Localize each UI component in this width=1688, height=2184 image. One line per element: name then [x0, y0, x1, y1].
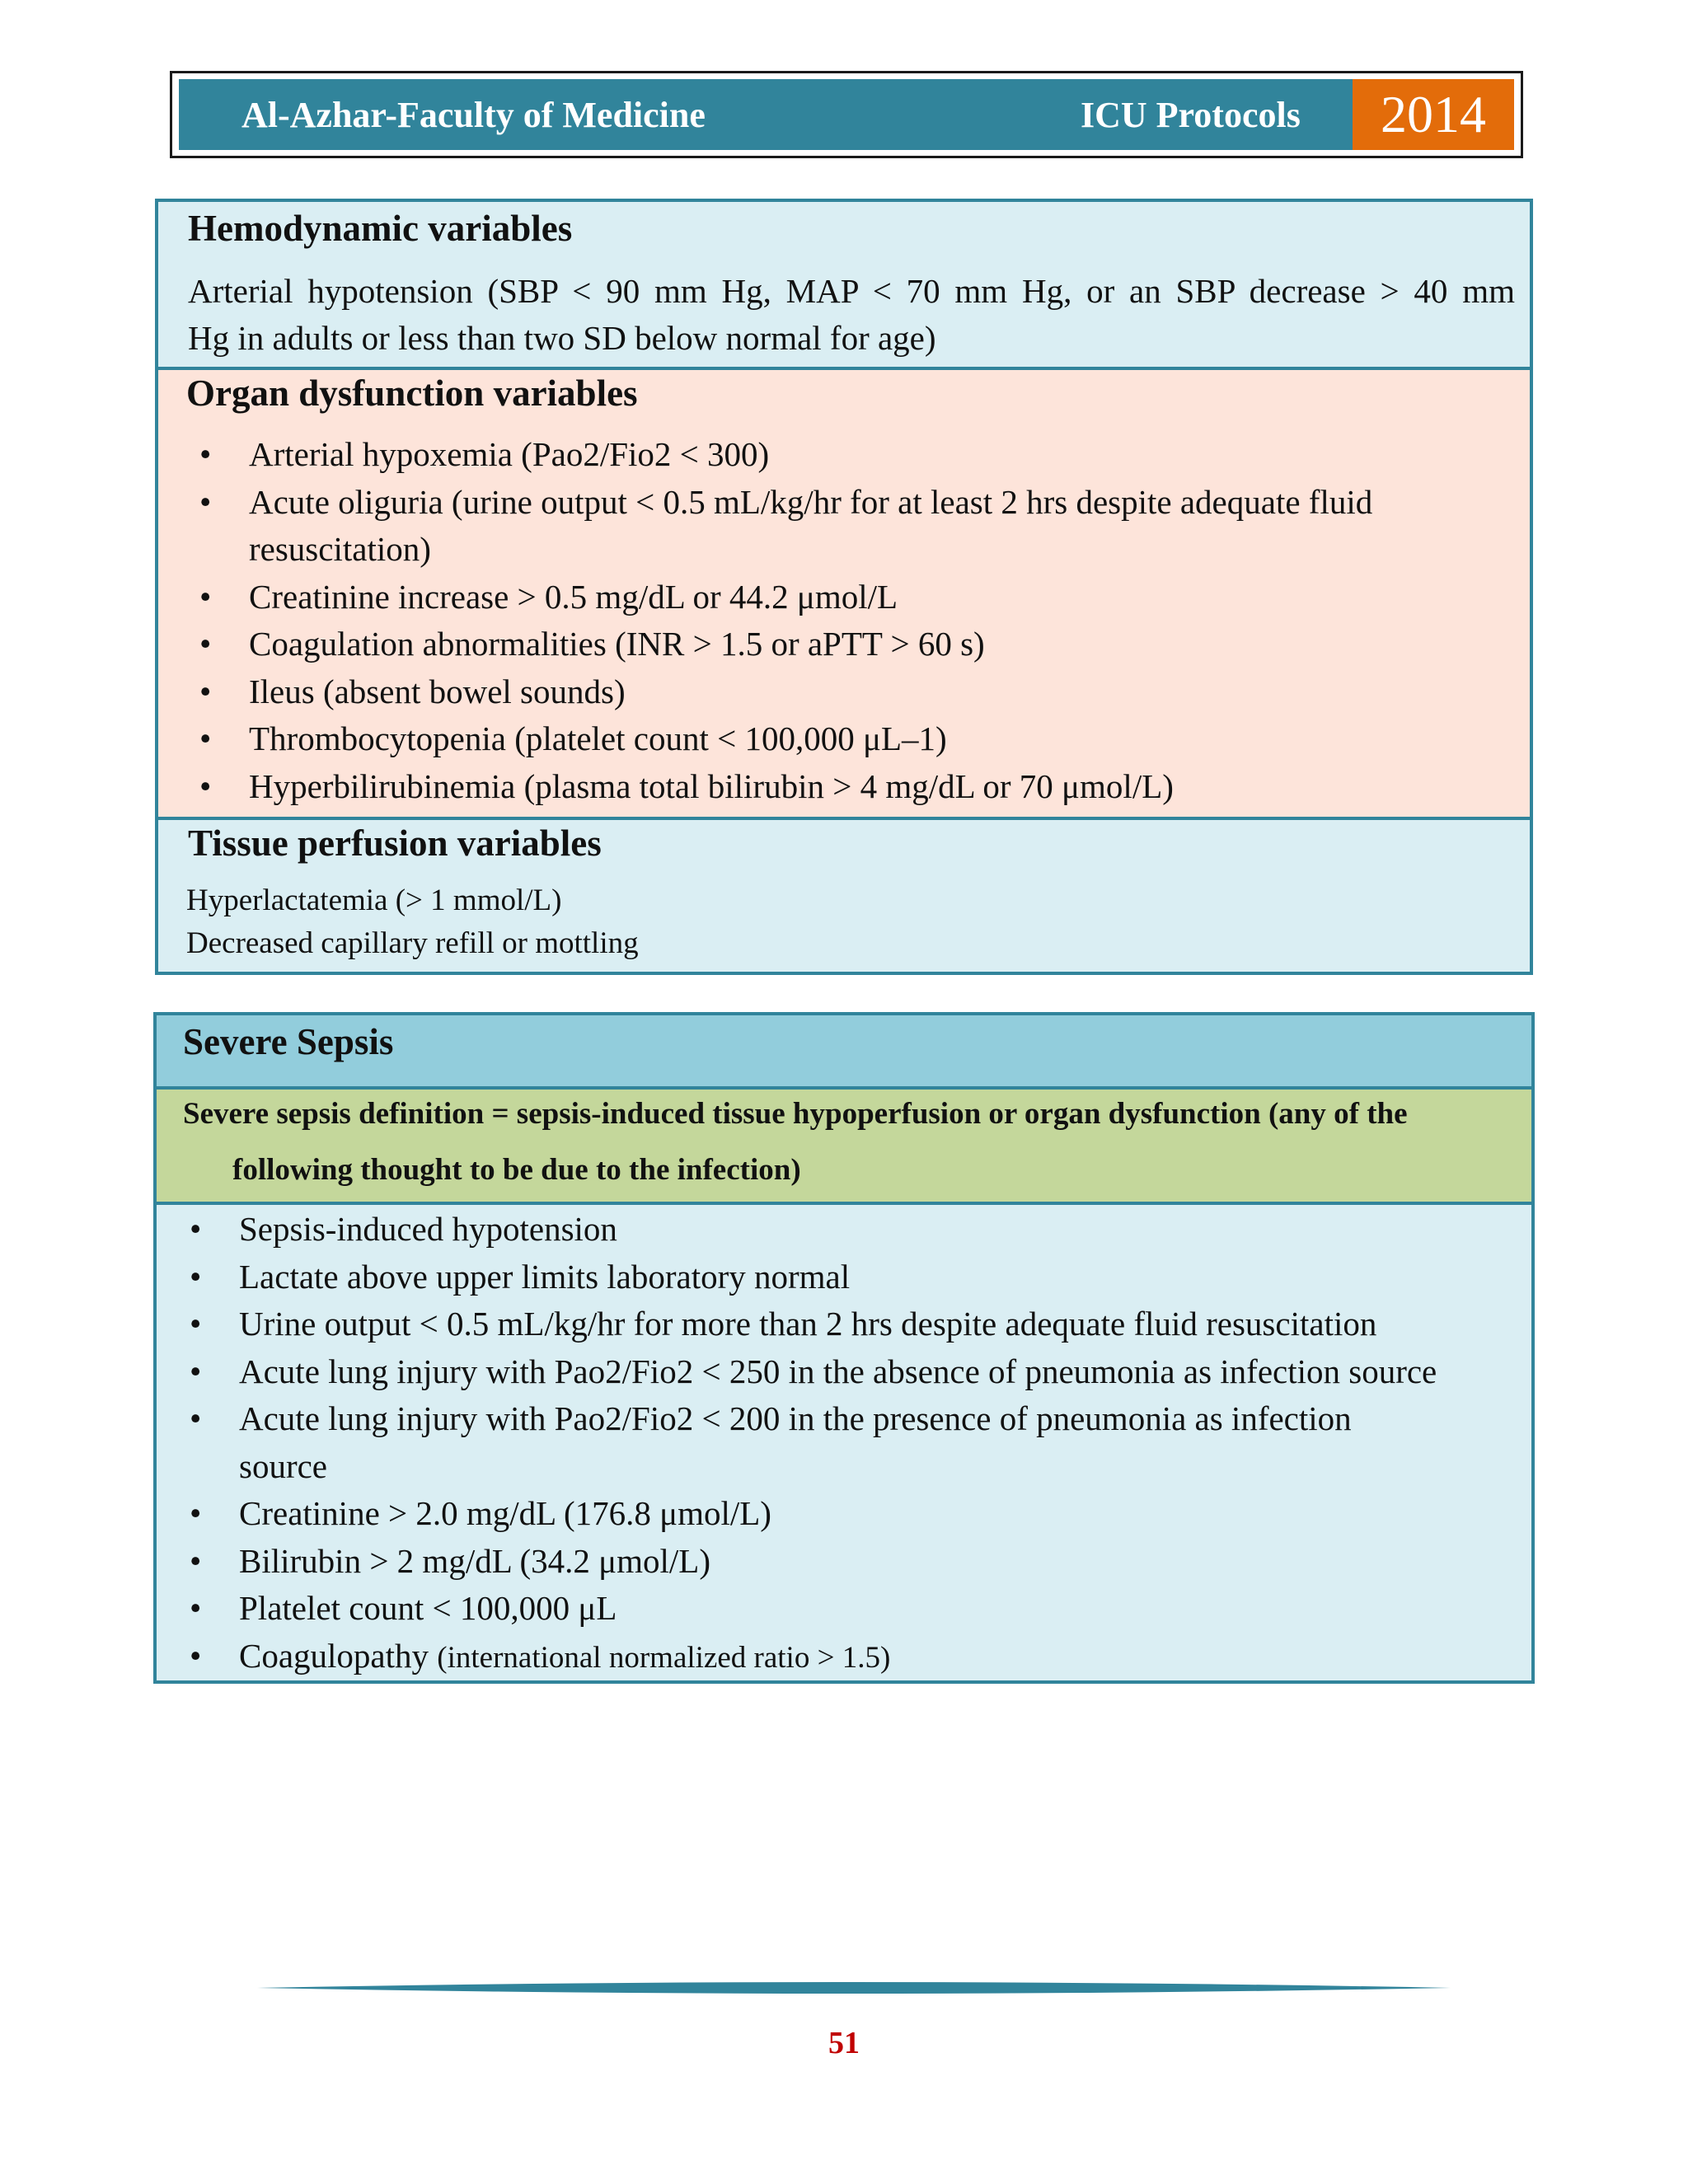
- severe-sepsis-criteria: [157, 1205, 1531, 1680]
- criteria-box: [155, 199, 1533, 975]
- header-year: 2014: [1353, 79, 1514, 150]
- tissue-section: [158, 820, 1530, 972]
- coagulopathy-note: (international normalized ratio > 1.5): [437, 1640, 891, 1675]
- list-item: • Acute lung injury with Pao2/Fio2 < 250 in the absence of pneumonia as infection source: [190, 1352, 1437, 1390]
- list-item: • Acute lung injury with Pao2/Fio2 < 200 in the presence of pneumonia as infection: [190, 1399, 1352, 1437]
- header-title: ICU Protocols: [1081, 94, 1301, 135]
- footer-divider: [257, 1978, 1451, 1998]
- organ-list: [158, 431, 1530, 810]
- organ-section: [158, 370, 1530, 817]
- definition-line-1: Severe sepsis definition = sepsis-induced tissue hypoperfusion or organ dysfunction (any of the: [183, 1097, 1408, 1131]
- organ-heading: Organ dysfunction variables: [186, 373, 638, 414]
- list-item: • Urine output < 0.5 mL/kg/hr for more than 2 hrs despite adequate fluid resuscitation: [190, 1305, 1377, 1343]
- header-institution: Al-Azhar-Faculty of Medicine: [241, 94, 706, 135]
- hemodynamic-section: [158, 202, 1530, 367]
- list-item-continuation: source: [239, 1446, 328, 1485]
- tissue-line-2: Decreased capillary refill or mottling: [186, 926, 639, 960]
- severe-sepsis-heading: Severe Sepsis: [183, 1021, 394, 1062]
- header-bar: [179, 79, 1514, 150]
- severe-sepsis-definition: [157, 1090, 1531, 1202]
- hemodynamic-line-1: Arterial hypotension (SBP < 90 mm Hg, MAP < 70 mm Hg, or an SBP decrease > 40 mm: [188, 272, 1515, 310]
- list-item: • Hyperbilirubinemia (plasma total bilirubin > 4 mg/dL or 70 μmol/L): [199, 766, 1174, 805]
- list-item: • Creatinine increase > 0.5 mg/dL or 44.2 μmol/L: [199, 577, 898, 616]
- list-item-continuation: resuscitation): [249, 530, 431, 568]
- list-item: • Coagulopathy (international normalized ratio > 1.5): [190, 1636, 891, 1675]
- definition-line-2: following thought to be due to the infection): [232, 1153, 801, 1187]
- hemodynamic-line-2: Hg in adults or less than two SD below normal for age): [188, 319, 936, 357]
- list-item: • Arterial hypoxemia (Pao2/Fio2 < 300): [199, 435, 770, 473]
- list-item: • Thrombocytopenia (platelet count < 100,000 μL–1): [199, 719, 947, 757]
- hemodynamic-heading: Hemodynamic variables: [188, 208, 573, 249]
- coagulopathy-label: Coagulopathy: [239, 1636, 429, 1675]
- tissue-line-1: Hyperlactatemia (> 1 mmol/L): [186, 883, 562, 917]
- severe-sepsis-header: [157, 1015, 1531, 1086]
- page-number: 51: [828, 2026, 860, 2060]
- severe-sepsis-box: [153, 1012, 1535, 1684]
- tissue-heading: Tissue perfusion variables: [188, 823, 602, 864]
- list-item: • Coagulation abnormalities (INR > 1.5 or aPTT > 60 s): [199, 625, 985, 663]
- list-item: • Sepsis-induced hypotension: [190, 1210, 617, 1248]
- severe-sepsis-list: [157, 1206, 1531, 1681]
- list-item: • Creatinine > 2.0 mg/dL (176.8 μmol/L): [190, 1494, 771, 1532]
- list-item: • Lactate above upper limits laboratory normal: [190, 1257, 851, 1296]
- list-item: • Ileus (absent bowel sounds): [199, 672, 626, 710]
- list-item: • Acute oliguria (urine output < 0.5 mL/kg/hr for at least 2 hrs despite adequate fluid: [199, 482, 1373, 521]
- list-item: • Bilirubin > 2 mg/dL (34.2 μmol/L): [190, 1541, 710, 1580]
- list-item: • Platelet count < 100,000 μL: [190, 1589, 617, 1627]
- page-header: [170, 71, 1523, 158]
